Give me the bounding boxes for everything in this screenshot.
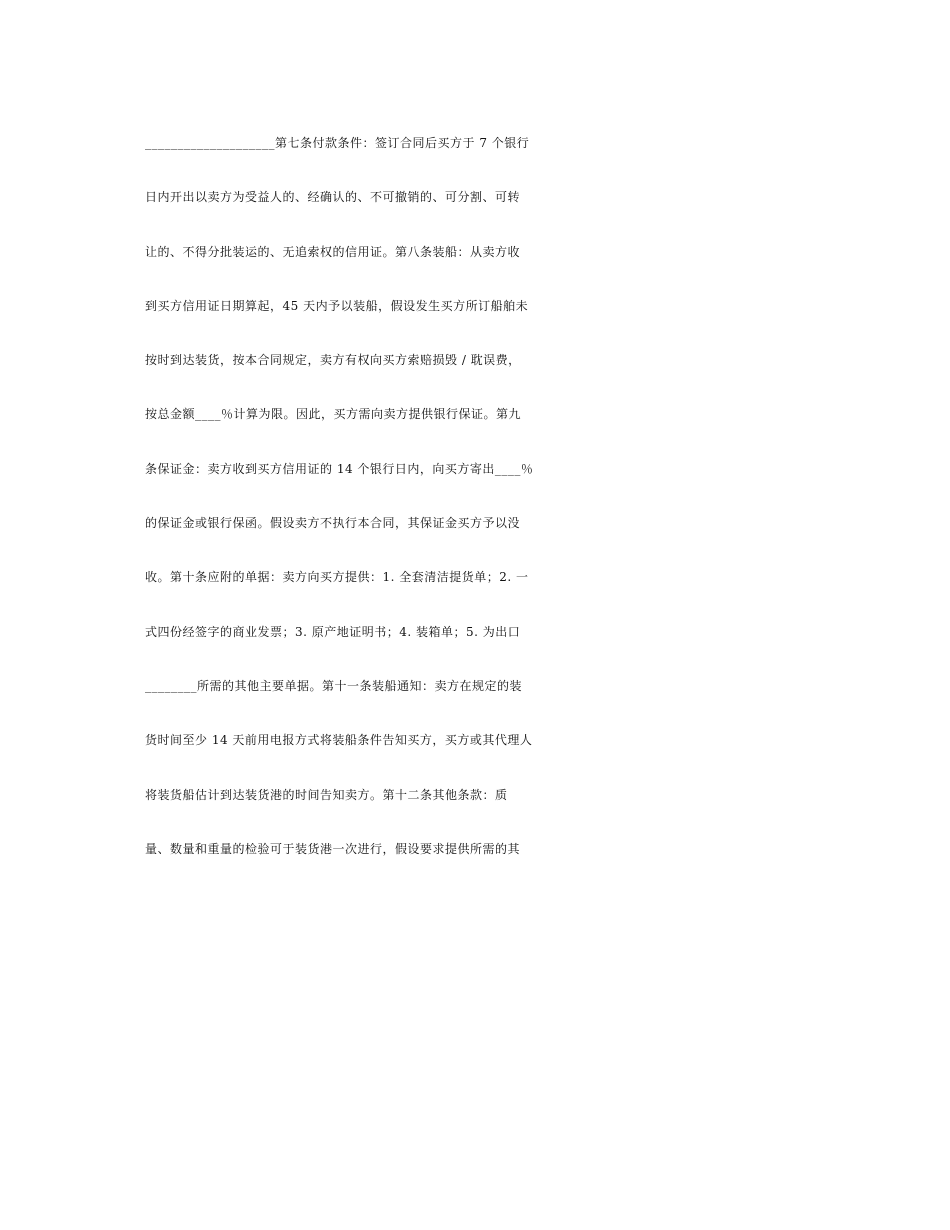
text-line: ________所需的其他主要单据。第十一条装船通知：卖方在规定的装 (145, 678, 523, 693)
text-line: 让的、不得分批装运的、无追索权的信用证。第八条装船：从卖方收 (145, 244, 521, 259)
text-line: 到买方信用证日期算起，45 天内予以装船，假设发生买方所订船舶未 (145, 298, 529, 313)
text-line: 的保证金或银行保函。假设卖方不执行本合同，其保证金买方予以没 (145, 516, 521, 531)
text-line: 条保证金：卖方收到买方信用证的 14 个银行日内，向买方寄出____％ (145, 461, 534, 476)
text-line: 收。第十条应附的单据：卖方向买方提供：1. 全套清洁提货单；2. 一 (145, 570, 529, 585)
text-line: 量、数量和重量的检验可于装货港一次进行，假设要求提供所需的其 (145, 841, 521, 856)
text-line: 将装货船估计到达装货港的时间告知卖方。第十二条其他条款：质 (145, 787, 508, 802)
text-line: 货时间至少 14 天前用电报方式将装船条件告知买方，买方或其代理人 (145, 733, 533, 748)
text-line: 按总金额____％计算为限。因此，买方需向卖方提供银行保证。第九 (145, 407, 522, 422)
text-line: 日内开出以卖方为受益人的、经确认的、不可撤销的、可分割、可转 (145, 190, 521, 205)
text-line: 按时到达装货，按本合同规定，卖方有权向买方索赔损毁 / 耽误费， (145, 353, 521, 368)
text-line: 式四份经签字的商业发票；3. 原产地证明书；4. 装箱单；5. 为出口 (145, 624, 521, 639)
text-line: ____________________第七条付款条件：签订合同后买方于 7 个银行 (145, 136, 530, 150)
contract-body-text (145, 121, 815, 881)
